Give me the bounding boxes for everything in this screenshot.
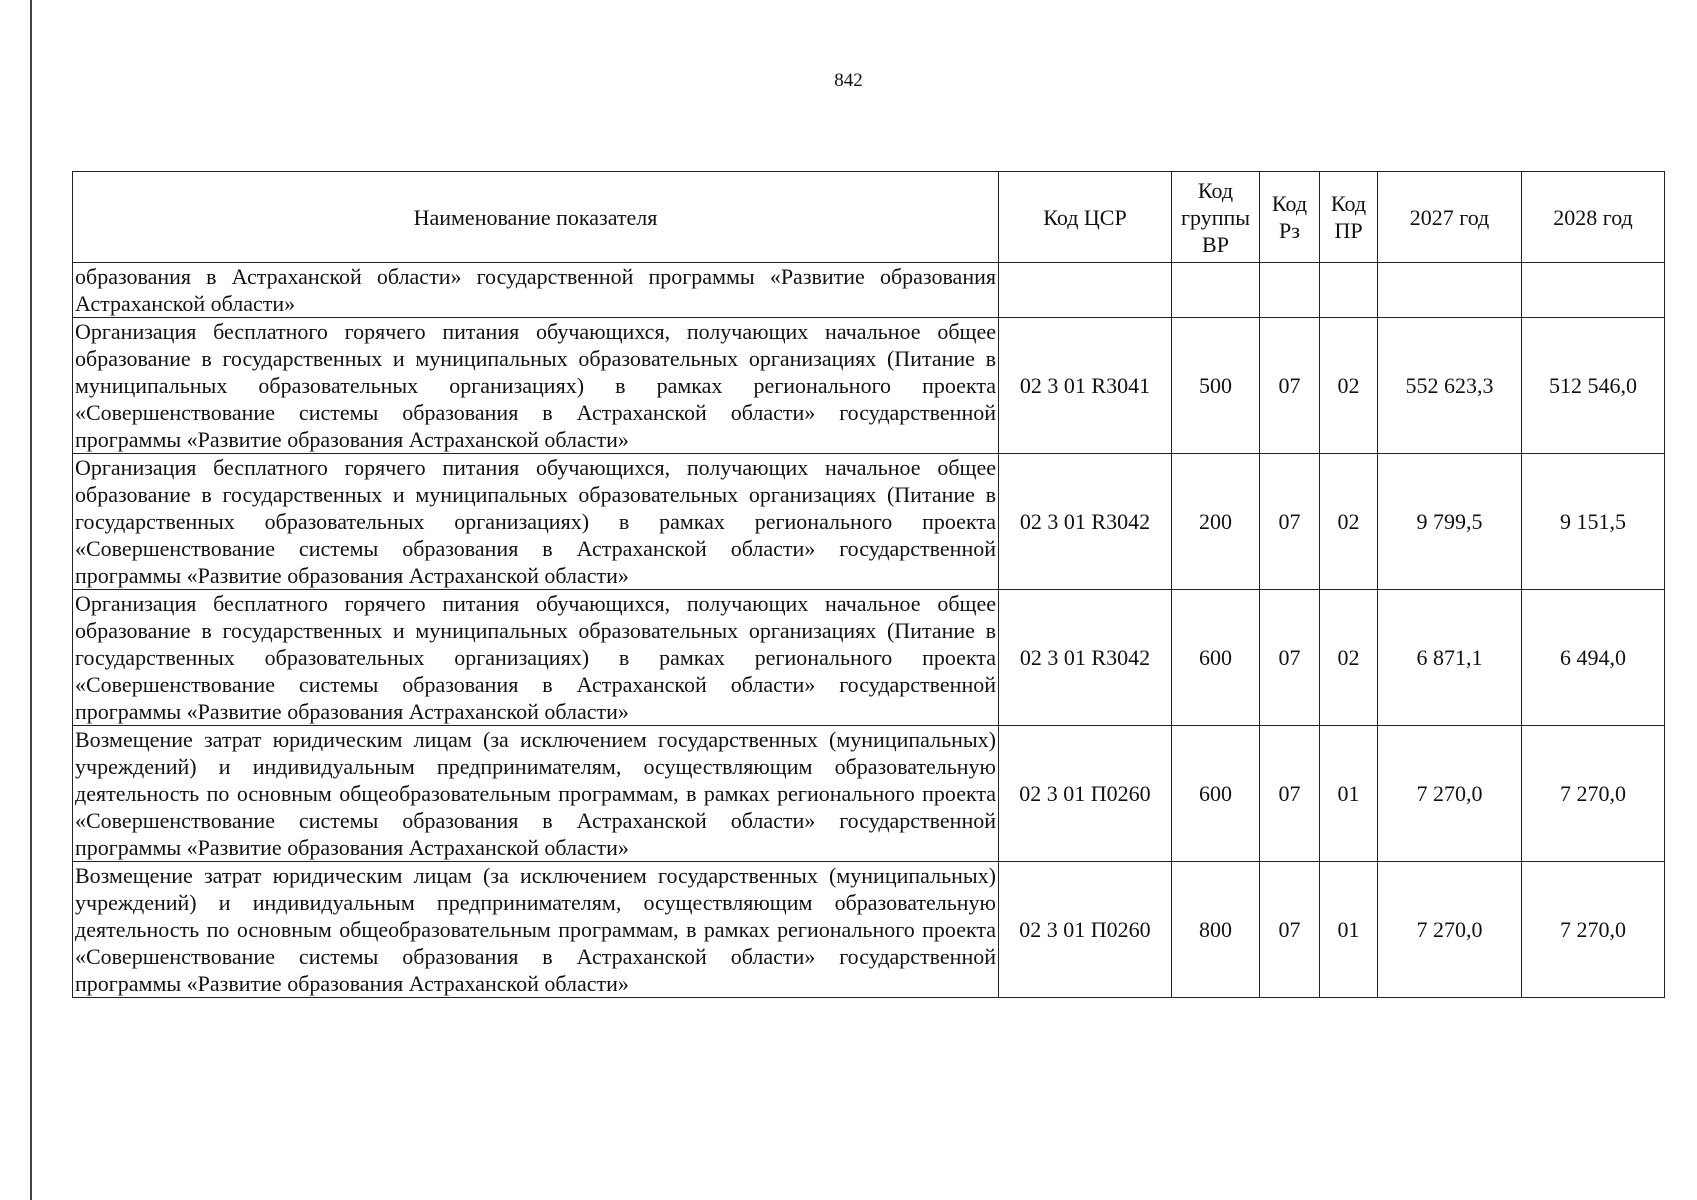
header-2028: 2028 год [1522, 172, 1665, 263]
header-vr: Код группы ВР [1172, 172, 1260, 263]
cell-csr: 02 3 01 R3041 [999, 318, 1172, 454]
cell-pr: 02 [1320, 318, 1378, 454]
cell-vr: 600 [1172, 590, 1260, 726]
table-header [73, 172, 1665, 263]
cell-vr: 500 [1172, 318, 1260, 454]
cell-name: Возмещение затрат юридическим лицам (за исключением государственных (муниципальных) учреждений) и индивидуальным предпринимателям, осуществляющим образовательную деятельность по основным общеобразовательным программам, в рамках регионального проекта «Совершенствование системы образования в Астраханской области» государственной программы «Развитие образования Астраханской области» [73, 726, 999, 862]
cell-pr: 02 [1320, 590, 1378, 726]
table-row [73, 726, 1665, 862]
table-row [73, 263, 1665, 318]
cell-pr: 02 [1320, 454, 1378, 590]
cell-rz: 07 [1260, 590, 1320, 726]
cell-2027: 552 623,3 [1378, 318, 1522, 454]
cell-2028 [1522, 263, 1665, 318]
cell-rz [1260, 263, 1320, 318]
binding-margin-line [30, 0, 32, 1200]
cell-pr: 01 [1320, 862, 1378, 998]
header-2027: 2027 год [1378, 172, 1522, 263]
cell-pr [1320, 263, 1378, 318]
budget-table [72, 171, 1665, 998]
cell-2027 [1378, 263, 1522, 318]
cell-pr: 01 [1320, 726, 1378, 862]
cell-rz: 07 [1260, 862, 1320, 998]
cell-2028: 512 546,0 [1522, 318, 1665, 454]
header-rz: Код Рз [1260, 172, 1320, 263]
table-row [73, 454, 1665, 590]
cell-2028: 9 151,5 [1522, 454, 1665, 590]
cell-vr: 600 [1172, 726, 1260, 862]
cell-vr: 800 [1172, 862, 1260, 998]
cell-csr: 02 3 01 П0260 [999, 726, 1172, 862]
cell-2027: 6 871,1 [1378, 590, 1522, 726]
page-number: 842 [834, 70, 863, 91]
cell-2027: 7 270,0 [1378, 726, 1522, 862]
cell-2028: 6 494,0 [1522, 590, 1665, 726]
cell-name: Организация бесплатного горячего питания обучающихся, получающих начальное общее образование в государственных и муниципальных образовательных организациях (Питание в государственных образовательных организациях) в рамках регионального проекта «Совершенствование системы образования в Астраханской области» государственной программы «Развитие образования Астраханской области» [73, 454, 999, 590]
cell-vr [1172, 263, 1260, 318]
cell-rz: 07 [1260, 726, 1320, 862]
header-csr: Код ЦСР [999, 172, 1172, 263]
cell-name: Организация бесплатного горячего питания обучающихся, получающих начальное общее образование в государственных и муниципальных образовательных организациях (Питание в государственных образовательных организациях) в рамках регионального проекта «Совершенствование системы образования в Астраханской области» государственной программы «Развитие образования Астраханской области» [73, 590, 999, 726]
cell-name: Организация бесплатного горячего питания обучающихся, получающих начальное общее образование в государственных и муниципальных образовательных организациях (Питание в муниципальных образовательных организациях) в рамках регионального проекта «Совершенствование системы образования в Астраханской области» государственной программы «Развитие образования Астраханской области» [73, 318, 999, 454]
cell-name: образования в Астраханской области» государственной программы «Развитие образования Астраханской области» [73, 263, 999, 318]
header-row [73, 172, 1665, 263]
table-body [73, 263, 1665, 998]
header-pr: Код ПР [1320, 172, 1378, 263]
table-row [73, 318, 1665, 454]
cell-2028: 7 270,0 [1522, 862, 1665, 998]
cell-csr: 02 3 01 R3042 [999, 454, 1172, 590]
cell-csr [999, 263, 1172, 318]
table-row [73, 862, 1665, 998]
cell-2028: 7 270,0 [1522, 726, 1665, 862]
cell-csr: 02 3 01 П0260 [999, 862, 1172, 998]
cell-vr: 200 [1172, 454, 1260, 590]
cell-2027: 9 799,5 [1378, 454, 1522, 590]
table-row [73, 590, 1665, 726]
cell-2027: 7 270,0 [1378, 862, 1522, 998]
cell-csr: 02 3 01 R3042 [999, 590, 1172, 726]
cell-rz: 07 [1260, 454, 1320, 590]
cell-rz: 07 [1260, 318, 1320, 454]
cell-name: Возмещение затрат юридическим лицам (за исключением государственных (муниципальных) учреждений) и индивидуальным предпринимателям, осуществляющим образовательную деятельность по основным общеобразовательным программам, в рамках регионального проекта «Совершенствование системы образования в Астраханской области» государственной программы «Развитие образования Астраханской области» [73, 862, 999, 998]
header-name: Наименование показателя [73, 172, 999, 263]
